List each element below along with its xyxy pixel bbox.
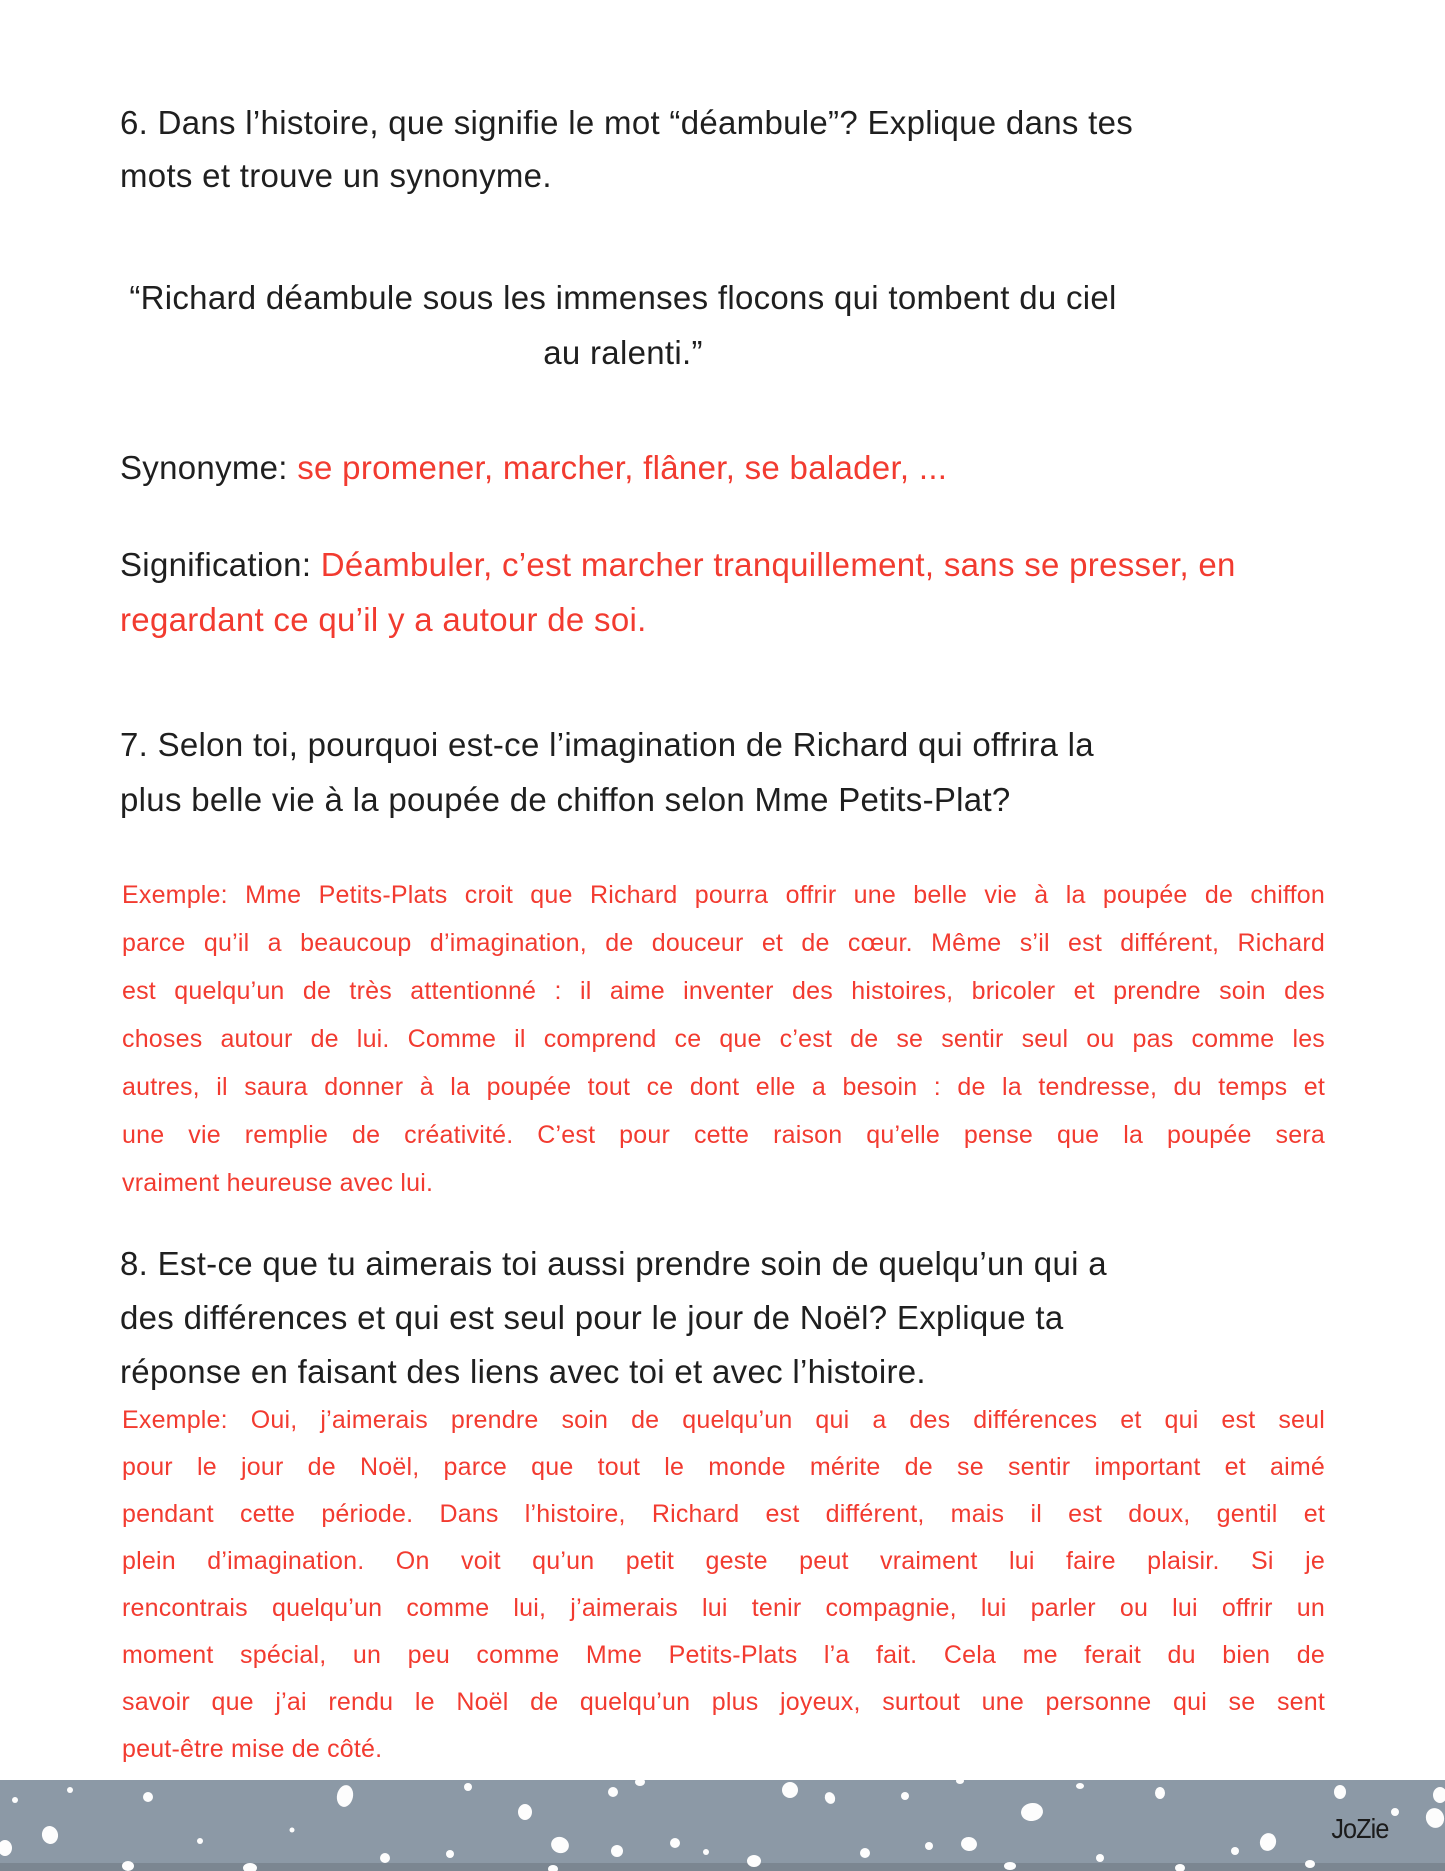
example-answer-7 <box>122 871 1325 1207</box>
signification-answer-line-2: regardant ce qu’il y a autour de soi. <box>120 601 647 638</box>
signature-jozie: JoZie <box>1330 1813 1388 1844</box>
example-8-line-5: rencontrais quelqu’un comme lui, j’aimerais lui tenir compagnie, lui parler ou lui offrir un <box>122 1594 1325 1622</box>
signification-answer-line-1: Déambuler, c’est marcher tranquillement, sans se presser, en <box>320 546 1236 583</box>
signification-line-1 <box>120 537 1236 592</box>
example-8-line-2: pour le jour de Noël, parce que tout le monde mérite de se sentir important et aimé <box>122 1453 1325 1481</box>
question-8-line-1: 8. Est-ce que tu aimerais toi aussi prendre soin de quelqu’un qui a <box>120 1245 1107 1282</box>
example-answer-8 <box>122 1397 1325 1773</box>
example-7-line-7: vraiment heureuse avec lui. <box>122 1169 434 1197</box>
story-quote-line-2: au ralenti.” <box>543 334 703 371</box>
story-quote-line-1: “Richard déambule sous les immenses flocons qui tombent du ciel <box>129 279 1117 316</box>
snow-band-graphic <box>0 1780 1445 1871</box>
example-7-line-2: parce qu’il a beaucoup d’imagination, de douceur et de cœur. Même s’il est différent, Richard <box>122 929 1325 957</box>
snow-band-background <box>0 1780 1445 1871</box>
example-8-line-8: peut-être mise de côté. <box>122 1735 383 1763</box>
example-8-line-6: moment spécial, un peu comme Mme Petits-Plats l’a fait. Cela me ferait du bien de <box>122 1641 1325 1669</box>
example-8-line-7: savoir que j’ai rendu le Noël de quelqu’un plus joyeux, surtout une personne qui se sent <box>122 1688 1325 1716</box>
story-quote <box>18 270 1228 380</box>
example-7-line-6: une vie remplie de créativité. C’est pour cette raison qu’elle pense que la poupée sera <box>122 1121 1325 1149</box>
example-8-line-4: plein d’imagination. On voit qu’un petit geste peut vraiment lui faire plaisir. Si je <box>122 1547 1325 1575</box>
example-8-line-3: pendant cette période. Dans l’histoire, Richard est différent, mais il est doux, gentil et <box>122 1500 1325 1528</box>
question-6 <box>120 96 1133 202</box>
footer-snow-band <box>0 1780 1445 1871</box>
signification-row <box>120 537 1236 647</box>
example-7-line-3: est quelqu’un de très attentionné : il aime inventer des histoires, bricoler et prendre soin des <box>122 977 1325 1005</box>
synonyme-row <box>120 441 947 494</box>
synonyme-answer: se promener, marcher, flâner, se balader, ... <box>297 449 948 486</box>
example-7-line-1: Exemple: Mme Petits-Plats croit que Richard pourra offrir une belle vie à la poupée de chiffon <box>122 881 1325 909</box>
question-7-line-2: plus belle vie à la poupée de chiffon selon Mme Petits-Plat? <box>120 781 1011 818</box>
question-8 <box>120 1237 1107 1399</box>
question-8-line-3: réponse en faisant des liens avec toi et avec l’histoire. <box>120 1353 926 1390</box>
example-7-line-5: autres, il saura donner à la poupée tout ce dont elle a besoin : de la tendresse, du temps et <box>122 1073 1325 1101</box>
question-7 <box>120 717 1094 827</box>
question-6-line-2: mots et trouve un synonyme. <box>120 157 552 194</box>
synonyme-label: Synonyme: <box>120 449 298 486</box>
example-7-line-4: choses autour de lui. Comme il comprend ce que c’est de se sentir seul ou pas comme les <box>122 1025 1325 1053</box>
question-8-line-2: des différences et qui est seul pour le jour de Noël? Explique ta <box>120 1299 1064 1336</box>
question-7-line-1: 7. Selon toi, pourquoi est-ce l’imagination de Richard qui offrira la <box>120 726 1094 763</box>
synonyme-line <box>120 441 947 494</box>
snow-band-bottom-shade <box>0 1863 1445 1871</box>
example-8-line-1: Exemple: Oui, j’aimerais prendre soin de quelqu’un qui a des différences et qui est seul <box>122 1406 1325 1434</box>
question-6-line-1: 6. Dans l’histoire, que signifie le mot “déambule”? Explique dans tes <box>120 104 1134 141</box>
signification-label: Signification: <box>120 546 321 583</box>
